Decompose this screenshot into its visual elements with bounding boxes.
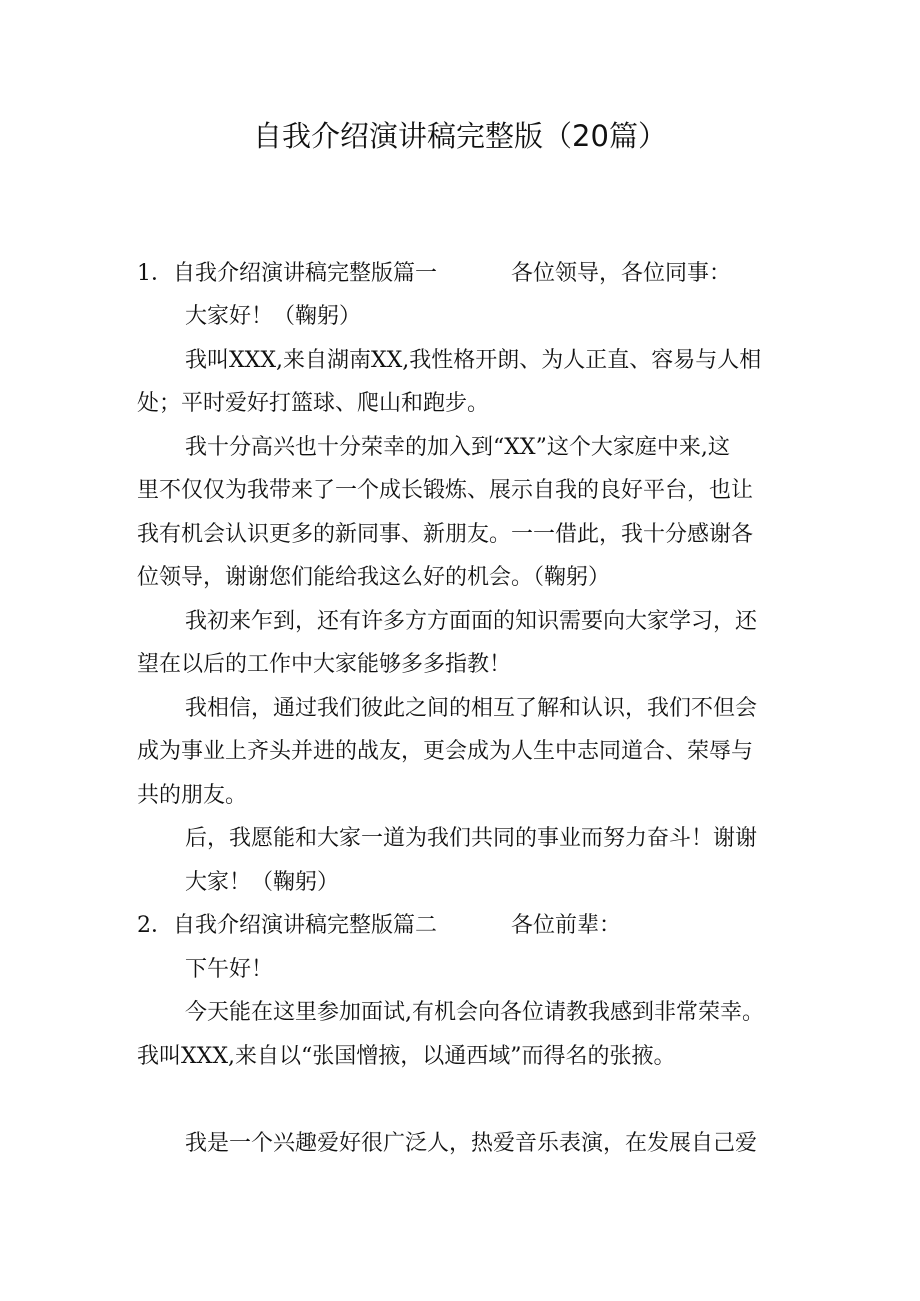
paragraph-line: 位领导，谢谢您们能给我这么好的机会。（鞠躬） (137, 565, 611, 590)
paragraph-line: 大家！（鞠躬） (185, 870, 340, 895)
document-title: 自我介绍演讲稿完整版（20篇） (253, 119, 667, 153)
paragraph-line: 里不仅仅为我带来了一个成长锻炼、展示自我的良好平台，也让 (137, 478, 754, 503)
section-title: 2．自我介绍演讲稿完整版篇二 (137, 913, 437, 938)
paragraph-line: 我相信，通过我们彼此之间的相互了解和认识，我们不但会 (185, 696, 758, 721)
paragraph-line: 今天能在这里参加面试,有机会向各位请教我感到非常荣幸。 (185, 1000, 764, 1025)
section-greeting: 各位领导，各位同事： (511, 261, 732, 286)
section-heading-1 (137, 254, 797, 294)
paragraph-line: 大家好！（鞠躬） (185, 304, 362, 329)
paragraph-line: 共的朋友。 (137, 783, 248, 808)
paragraph-line: 处；平时爱好打篮球、爬山和跑步。 (137, 391, 490, 416)
section-title: 1．自我介绍演讲稿完整版篇一 (137, 261, 437, 286)
paragraph-line: 我初来乍到，还有许多方方面面的知识需要向大家学习，还 (185, 609, 758, 634)
paragraph-line: 成为事业上齐头并进的战友，更会成为人生中志同道合、荣辱与 (137, 739, 754, 764)
paragraph-line: 我十分高兴也十分荣幸的加入到“XX”这个大家庭中来,这 (185, 435, 730, 460)
paragraph-line: 我有机会认识更多的新同事、新朋友。一一借此，我十分感谢各 (137, 522, 754, 547)
paragraph-line: 我是一个兴趣爱好很广泛人，热爱音乐表演，在发展自己爱 (185, 1131, 758, 1156)
paragraph-line: 下午好！ (185, 957, 274, 982)
paragraph-line: 我叫XXX,来自以“张国憎掖，以通西域”而得名的张掖。 (137, 1044, 676, 1069)
paragraph-line: 我叫XXX,来自湖南XX,我性格开朗、为人正直、容易与人相 (185, 348, 762, 373)
paragraph-line: 望在以后的工作中大家能够多多指教！ (137, 652, 512, 677)
section-heading-2 (137, 906, 797, 946)
section-greeting: 各位前辈： (511, 913, 622, 938)
paragraph-line: 后，我愿能和大家一道为我们共同的事业而努力奋斗！谢谢 (185, 826, 758, 851)
